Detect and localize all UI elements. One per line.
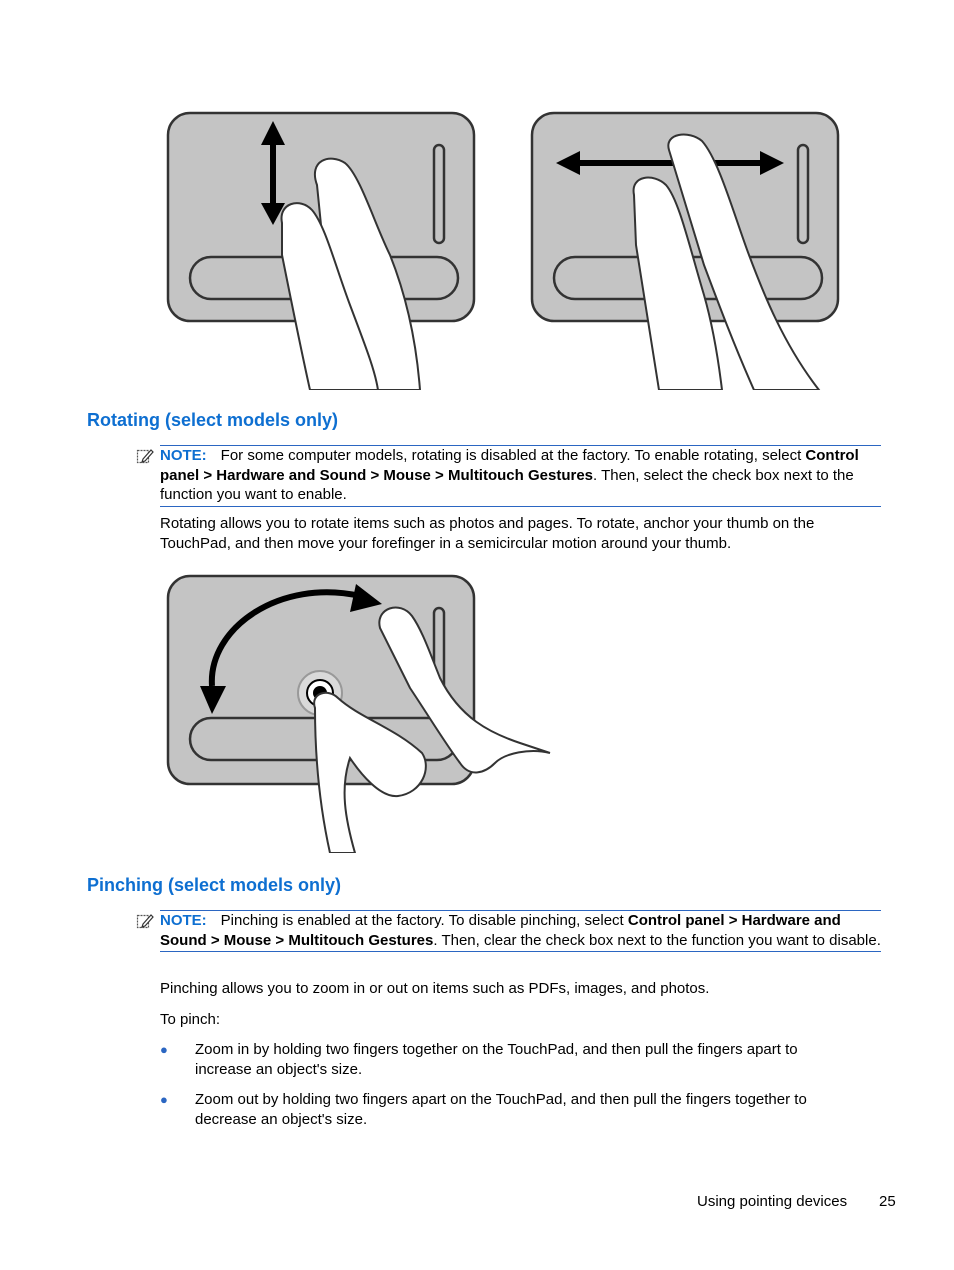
footer-section: Using pointing devices	[697, 1193, 848, 1210]
vertical-scroll-illustration	[160, 105, 490, 390]
pinching-intro: To pinch:	[160, 1011, 221, 1028]
note-label: NOTE:	[160, 912, 207, 929]
note-path: Control panel > Hardware and Sound > Mouse > Multitouch Gestures	[160, 912, 841, 949]
note-text-end: . Then, select the check box next to the function you want to enable.	[160, 466, 854, 503]
list-item-text: Zoom in by holding two fingers together on the TouchPad, and then pull the fingers apart to increase an object's size.	[195, 1041, 798, 1078]
rotating-paragraph: Rotating allows you to rotate items such as photos and pages. To rotate, anchor your thumb on the TouchPad, and then move your forefinger in a semicircular motion around your thumb.	[160, 515, 815, 552]
note-text: Pinching is enabled at the factory. To disable pinching, select	[220, 912, 624, 929]
rotating-heading: Rotating (select models only)	[87, 410, 339, 430]
scroll-zone	[434, 145, 444, 243]
note-pencil-icon	[136, 912, 154, 930]
note-pencil-icon	[136, 447, 154, 465]
list-item-text: Zoom out by holding two fingers apart on the TouchPad, and then pull the fingers together to decrease an object's size.	[195, 1091, 807, 1128]
note-text-end: . Then, clear the check box next to the function you want to disable.	[433, 931, 881, 949]
note-text: For some computer models, rotating is disabled at the factory. To enable rotating, select	[220, 447, 802, 464]
pinching-note	[160, 910, 881, 952]
bullet-dot-icon: ●	[160, 1042, 168, 1057]
page-number: 25	[879, 1193, 896, 1210]
rotating-note	[160, 445, 881, 507]
note-label: NOTE:	[160, 447, 207, 464]
note-path: Control panel > Hardware and Sound > Mouse > Multitouch Gestures	[160, 447, 859, 484]
horizontal-scroll-illustration	[524, 105, 854, 390]
bullet-dot-icon: ●	[160, 1092, 168, 1107]
rotate-illustration	[160, 568, 560, 853]
scroll-zone	[798, 145, 808, 243]
pinching-paragraph: Pinching allows you to zoom in or out on items such as PDFs, images, and photos.	[160, 980, 710, 997]
pinching-heading: Pinching (select models only)	[87, 875, 342, 895]
